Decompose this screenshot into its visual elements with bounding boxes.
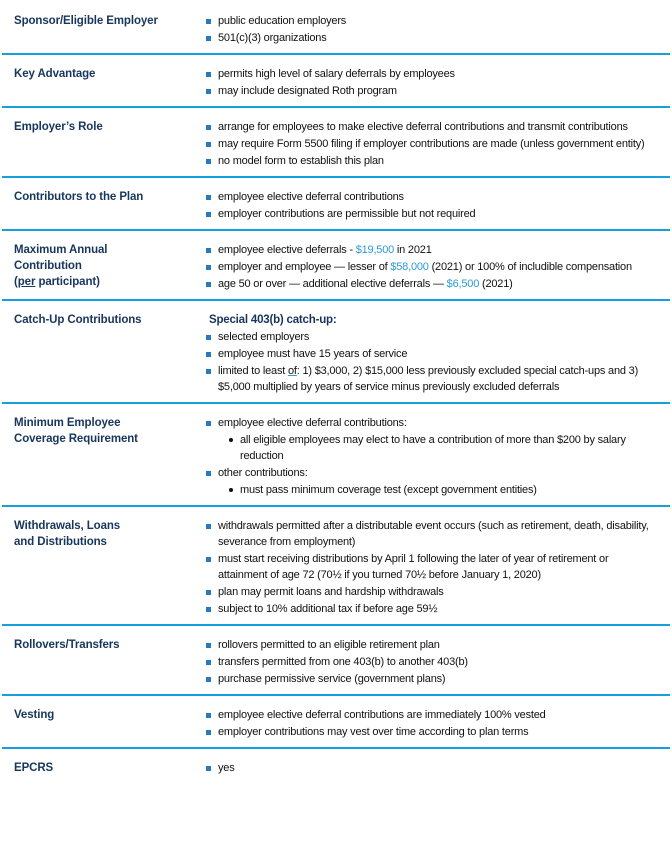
row-label-maximum-annual-contribution [2, 242, 203, 293]
bullet-square-icon [206, 212, 211, 217]
bullet-square-icon [206, 248, 211, 253]
table-row-sponsor-eligible-employer [2, 2, 670, 55]
bullet-item [203, 671, 658, 687]
text-segment: arrange for employees to make elective deferral contributions and transmit contributions [218, 121, 628, 133]
bullet-item [203, 346, 658, 362]
bullet-square-icon [206, 677, 211, 682]
row-label-key-advantage [2, 66, 203, 100]
table-row-withdrawals-loans-and-distributions [2, 507, 670, 626]
bullet-item [203, 654, 658, 670]
text-segment: employee elective deferrals - [218, 244, 356, 256]
bullet-item [203, 637, 658, 653]
text-segment: Coverage Requirement [14, 433, 138, 445]
sub-bullet-dot-icon [229, 438, 233, 442]
row-content-sponsor-eligible-employer [203, 13, 670, 47]
text-segment: must pass minimum coverage test (except government entities) [240, 484, 537, 496]
table-row-minimum-employee-coverage-requirement [2, 404, 670, 507]
row-content-key-advantage [203, 66, 670, 100]
text-segment: per [17, 276, 36, 288]
text-segment: withdrawals permitted after a distributable event occurs (such as retirement, death, disability, severance from employment) [218, 520, 649, 548]
bullet-item [203, 415, 658, 431]
table-row-rollovers-transfers [2, 626, 670, 696]
row-label-line [14, 431, 203, 447]
bullet-item [203, 465, 658, 481]
text-segment: 501(c)(3) organizations [218, 32, 327, 44]
text-segment: subject to 10% additional tax if before age 59½ [218, 603, 438, 615]
row-label-employers-role [2, 119, 203, 170]
bullet-square-icon [206, 36, 211, 41]
bullet-square-icon [206, 369, 211, 374]
sub-bullet-item [203, 482, 658, 498]
bullet-square-icon [206, 72, 211, 77]
text-segment: plan may permit loans and hardship withdrawals [218, 586, 444, 598]
bullet-square-icon [206, 265, 211, 270]
text-segment: may include designated Roth program [218, 85, 397, 97]
row-content-employers-role [203, 119, 670, 170]
text-segment: may require Form 5500 filing if employer contributions are made (unless government entity) [218, 138, 645, 150]
row-label-rollovers-transfers [2, 637, 203, 688]
text-segment: other contributions: [218, 467, 308, 479]
text-segment: employer and employee — lesser of [218, 261, 391, 273]
row-label-line [14, 637, 203, 653]
text-segment: purchase permissive service (government plans) [218, 673, 446, 685]
text-segment: Maximum Annual [14, 244, 108, 256]
text-segment: employee elective deferral contributions [218, 191, 404, 203]
bullet-square-icon [206, 89, 211, 94]
content-heading [209, 312, 658, 328]
row-label-epcrs [2, 760, 203, 777]
row-label-minimum-employee-coverage-requirement [2, 415, 203, 499]
table-row-catch-up-contributions [2, 301, 670, 404]
text-segment: Minimum Employee [14, 417, 121, 429]
text-segment: Sponsor/Eligible Employer [14, 15, 158, 27]
row-content-epcrs [203, 760, 670, 777]
row-label-line [14, 258, 203, 274]
row-label-sponsor-eligible-employer [2, 13, 203, 47]
amount-text: $58,000 [390, 261, 429, 273]
bullet-square-icon [206, 471, 211, 476]
text-segment: Contribution [14, 260, 82, 272]
text-segment: yes [218, 762, 235, 774]
bullet-square-icon [206, 421, 211, 426]
row-label-contributors-to-the-plan [2, 189, 203, 223]
text-segment: employee must have 15 years of service [218, 348, 408, 360]
row-label-line [14, 534, 203, 550]
bullet-square-icon [206, 730, 211, 735]
text-segment: in 2021 [394, 244, 432, 256]
bullet-square-icon [206, 524, 211, 529]
row-label-line [14, 415, 203, 431]
bullet-item [203, 551, 658, 583]
bullet-square-icon [206, 643, 211, 648]
text-segment: (2021) or 100% of includible compensation [428, 261, 632, 273]
bullet-item [203, 363, 658, 395]
row-label-catch-up-contributions [2, 312, 203, 396]
amount-text: $19,500 [355, 244, 395, 256]
text-segment: EPCRS [14, 762, 54, 774]
bullet-item [203, 601, 658, 617]
text-segment: Withdrawals, Loans [14, 520, 121, 532]
row-label-line [14, 189, 203, 205]
amount-text: $6,500 [446, 278, 480, 290]
bullet-item [203, 707, 658, 723]
bullet-square-icon [206, 607, 211, 612]
row-label-withdrawals-loans-and-distributions [2, 518, 203, 618]
text-segment: employee elective deferral contributions are immediately 100% vested [218, 709, 546, 721]
text-segment: limited to least [218, 365, 288, 377]
bullet-item [203, 259, 658, 275]
row-content-vesting [203, 707, 670, 741]
bullet-item [203, 242, 658, 258]
row-label-vesting [2, 707, 203, 741]
bullet-square-icon [206, 159, 211, 164]
text-segment: participant) [35, 276, 100, 288]
bullet-square-icon [206, 282, 211, 287]
bullet-item [203, 206, 658, 222]
bullet-square-icon [206, 335, 211, 340]
table-row-maximum-annual-contribution [2, 231, 670, 301]
bullet-square-icon [206, 766, 211, 771]
text-segment: Rollovers/Transfers [14, 639, 120, 651]
text-segment: of [287, 365, 297, 377]
text-segment: employee elective deferral contributions: [218, 417, 407, 429]
row-label-line [14, 312, 203, 328]
table-row-key-advantage [2, 55, 670, 108]
text-segment: ( [14, 276, 18, 288]
bullet-square-icon [206, 590, 211, 595]
sub-bullet-item [203, 432, 658, 464]
bullet-item [203, 13, 658, 29]
text-segment: Key Advantage [14, 68, 96, 80]
bullet-item [203, 189, 658, 205]
text-segment: permits high level of salary deferrals by employees [218, 68, 455, 80]
text-segment: rollovers permitted to an eligible retirement plan [218, 639, 440, 651]
text-segment: : 1) $3,000, 2) $15,000 less previously excluded special catch-ups and 3) $5,000 multiplied by years of service minus previously excluded deferrals [218, 365, 639, 393]
text-segment: Contributors to the Plan [14, 191, 144, 203]
bullet-square-icon [206, 195, 211, 200]
text-segment: and Distributions [14, 536, 107, 548]
text-segment: Catch-Up Contributions [14, 314, 142, 326]
bullet-item [203, 276, 658, 292]
text-segment: transfers permitted from one 403(b) to another 403(b) [218, 656, 468, 668]
text-segment: Vesting [14, 709, 55, 721]
text-segment: employer contributions may vest over time according to plan terms [218, 726, 529, 738]
row-label-line [14, 242, 203, 258]
text-segment: must start receiving distributions by April 1 following the later of year of retirement or attainment of age 72 (70½ if you turned 70½ before January 1, 2020) [218, 553, 609, 581]
text-segment: public education employers [218, 15, 347, 27]
text-segment: no model form to establish this plan [218, 155, 384, 167]
bullet-item [203, 760, 658, 776]
table-row-employers-role [2, 108, 670, 178]
row-content-withdrawals-loans-and-distributions [203, 518, 670, 618]
bullet-item [203, 83, 658, 99]
row-label-line [14, 66, 203, 82]
bullet-square-icon [206, 19, 211, 24]
text-segment: (2021) [479, 278, 513, 290]
bullet-item [203, 30, 658, 46]
row-content-minimum-employee-coverage-requirement [203, 415, 670, 499]
bullet-item [203, 329, 658, 345]
bullet-item [203, 66, 658, 82]
row-content-rollovers-transfers [203, 637, 670, 688]
text-segment: Employer’s Role [14, 121, 103, 133]
plan-comparison-table [2, 0, 670, 783]
row-label-line [14, 13, 203, 29]
text-segment: selected employers [218, 331, 310, 343]
row-label-line [14, 119, 203, 135]
table-row-epcrs [2, 749, 670, 783]
bullet-item [203, 584, 658, 600]
text-segment: employer contributions are permissible but not required [218, 208, 476, 220]
table-row-vesting [2, 696, 670, 749]
bullet-item [203, 119, 658, 135]
row-content-maximum-annual-contribution [203, 242, 670, 293]
table-row-contributors-to-the-plan [2, 178, 670, 231]
bullet-square-icon [206, 142, 211, 147]
row-label-line [14, 518, 203, 534]
sub-bullet-dot-icon [229, 488, 233, 492]
bullet-square-icon [206, 557, 211, 562]
bullet-square-icon [206, 660, 211, 665]
bullet-item [203, 153, 658, 169]
row-label-line [14, 707, 203, 723]
row-label-line [14, 760, 203, 776]
row-label-line [14, 274, 203, 290]
bullet-square-icon [206, 125, 211, 130]
text-segment: Special 403(b) catch-up: [209, 314, 337, 326]
bullet-square-icon [206, 713, 211, 718]
text-segment: all eligible employees may elect to have a contribution of more than $200 by salary reduction [240, 434, 626, 462]
bullet-item [203, 724, 658, 740]
row-content-contributors-to-the-plan [203, 189, 670, 223]
text-segment: age 50 or over — additional elective deferrals — [218, 278, 447, 290]
row-content-catch-up-contributions [203, 312, 670, 396]
bullet-item [203, 518, 658, 550]
bullet-square-icon [206, 352, 211, 357]
bullet-item [203, 136, 658, 152]
